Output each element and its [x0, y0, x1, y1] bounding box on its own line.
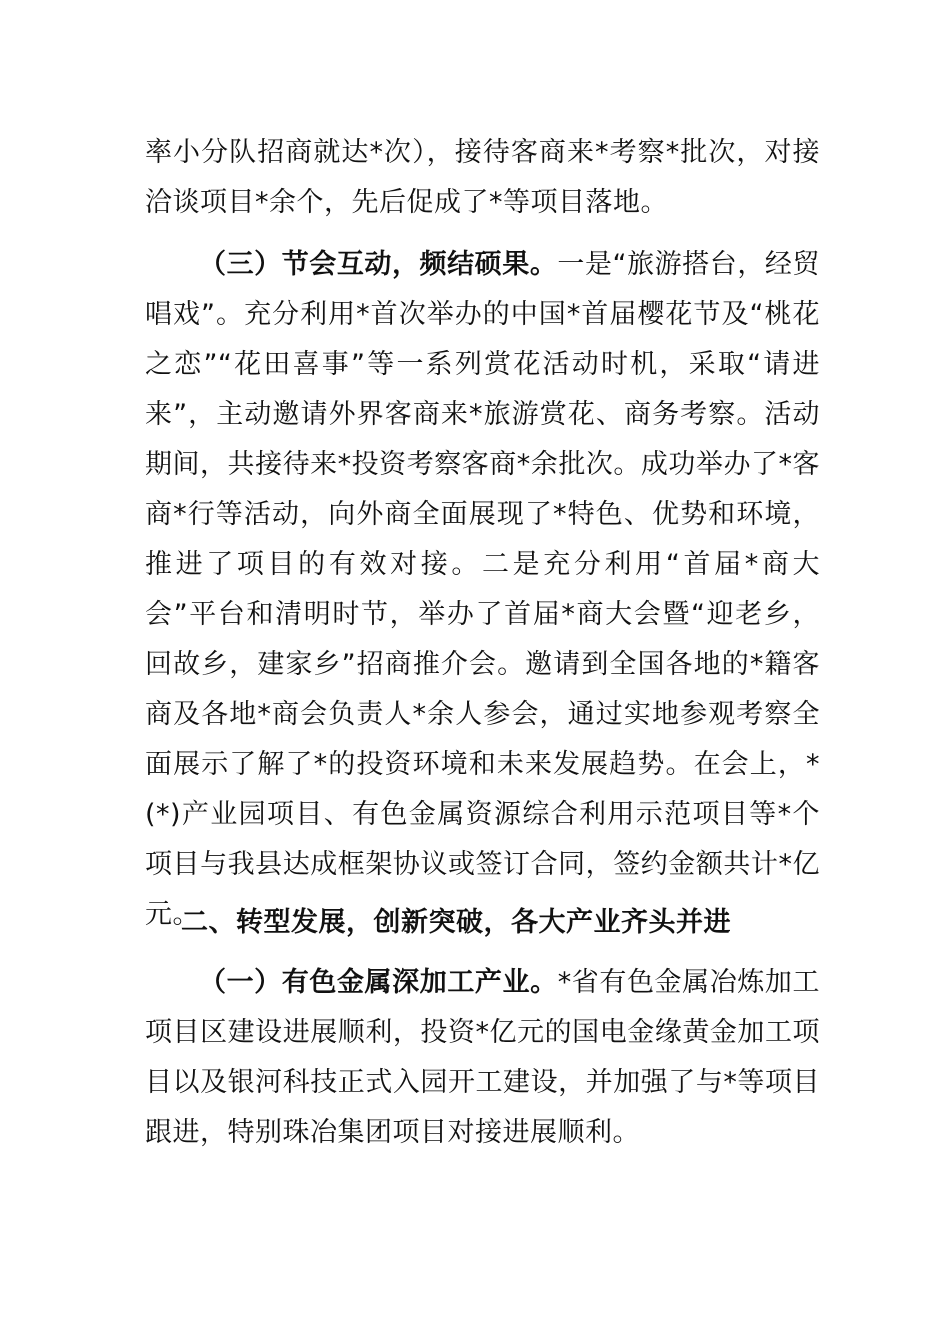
section-3-body: 一是“旅游搭台，经贸唱戏”。充分利用*首次举办的中国*首届樱花节及“桃花之恋”“花田喜事”等一系列赏花活动时机，采取“请进来”，主动邀请外界客商来*旅游赏花、商务考察。活动期间，共接待来*投资考察客商*余批次。成功举办了*客商*行等活动，向外商全面展现了*特色、优势和环境，推进了项目的有效对接。二是充分利用“首届*商大会”平台和清明时节，举办了首届*商大会暨“迎老乡，回故乡，建家乡”招商推介会。邀请到全国各地的*籍客商及各地*商会负责人*余人参会，通过实地参观考察全面展示了解了*的投资环境和未来发展趋势。在会上，*(*)产业园项目、有色金属资源综合利用示范项目等*个项目与我县达成框架协议或签订合同，签约金额共计*亿元。: [145, 249, 820, 930]
paragraph-text: 率小分队招商就达*次），接待客商来*考察*批次，对接洽谈项目*余个，先后促成了*等项目落地。: [145, 137, 820, 218]
subsection-1-heading: （一）有色金属深加工产业。: [199, 967, 558, 998]
paragraph-section-3: [145, 240, 820, 940]
subsection-1-body: *省有色金属冶炼加工项目区建设进展顺利，投资*亿元的国电金缘黄金加工项目以及银河科技正式入园开工建设，并加强了与*等项目跟进，特别珠冶集团项目对接进展顺利。: [145, 967, 821, 1148]
section-title: [145, 898, 820, 948]
section-title-text: 二、转型发展，创新突破，各大产业齐头并进: [181, 907, 731, 938]
paragraph-continuation: [145, 128, 820, 228]
paragraph-subsection-1: [145, 958, 820, 1158]
section-3-heading: （三）节会互动，频结硕果。: [199, 249, 558, 280]
